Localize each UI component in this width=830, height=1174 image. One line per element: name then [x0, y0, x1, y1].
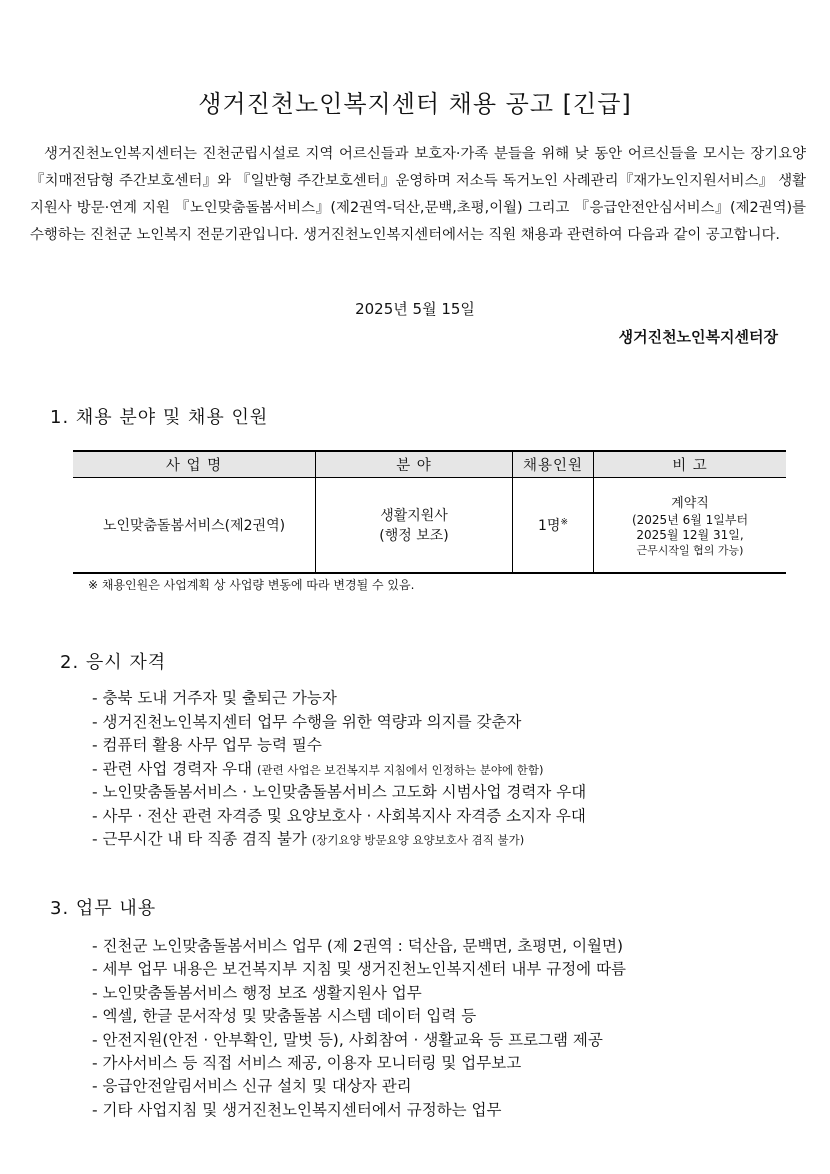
cell-remark — [594, 478, 787, 574]
header-count: 채용인원 — [513, 451, 594, 478]
table-note: ※ 채용인원은 사업계획 상 사업량 변동에 따라 변경될 수 있음. — [88, 578, 415, 592]
list-item: - 기타 사업지침 및 생거진천노인복지센터에서 규정하는 업무 — [92, 1098, 626, 1121]
section2-heading: 2. 응시 자격 — [60, 652, 167, 673]
field-line1: 생활지원사 — [380, 508, 448, 524]
qualification-list — [92, 686, 586, 851]
list-item: - 생거진천노인복지센터 업무 수행을 위한 역량과 의지를 갖춘자 — [92, 710, 586, 734]
list-item: - 가사서비스 등 직접 서비스 제공, 이용자 모니터링 및 업무보고 — [92, 1051, 626, 1074]
table-header-row — [73, 451, 786, 478]
list-item: - 근무시간 내 타 직종 겸직 불가 (장기요양 방문요양 요양보호사 겸직 불가) — [92, 827, 586, 851]
intro-paragraph — [30, 141, 806, 249]
list-item: - 세부 업무 내용은 보건복지부 지침 및 생거진천노인복지센터 내부 규정에 따름 — [92, 957, 626, 980]
list-item: - 노인맞춤돌봄서비스 · 노인맞춤돌봄서비스 고도화 시범사업 경력자 우대 — [92, 780, 586, 804]
cell-count — [513, 478, 594, 574]
remark-line1: 계약직 — [671, 496, 709, 511]
list-item: - 노인맞춤돌봄서비스 행정 보조 생활지원사 업무 — [92, 981, 626, 1004]
recruitment-table — [73, 450, 786, 574]
list-item: - 충북 도내 거주자 및 출퇴근 가능자 — [92, 686, 586, 710]
list-item: - 응급안전알림서비스 신규 설치 및 대상자 관리 — [92, 1074, 626, 1097]
list-item: - 컴퓨터 활용 사무 업무 능력 필수 — [92, 733, 586, 757]
duty-list — [92, 934, 626, 1121]
list-item: - 엑셀, 한글 문서작성 및 맞춤돌봄 시스템 데이터 입력 등 — [92, 1004, 626, 1027]
section3-heading: 3. 업무 내용 — [50, 898, 157, 919]
header-remark: 비 고 — [594, 451, 787, 478]
list-item: - 사무 · 전산 관련 자격증 및 요양보호사 · 사회복지사 자격증 소지자 우대 — [92, 804, 586, 828]
remark-line2: (2025년 6월 1일부터 — [631, 513, 749, 527]
list-item: - 안전지원(안전 · 안부확인, 말벗 등), 사회참여 · 생활교육 등 프로그램 제공 — [92, 1028, 626, 1051]
cell-business: 노인맞춤돌봄서비스(제2권역) — [73, 478, 316, 574]
remark-line3: 2025월 12월 31일, — [636, 528, 744, 542]
notice-date: 2025년 5월 15일 — [355, 300, 475, 318]
count-mark: ※ — [560, 517, 568, 528]
header-business: 사 업 명 — [73, 451, 316, 478]
list-item: - 관련 사업 경력자 우대 (관련 사업은 보건복지부 지침에서 인정하는 분야에 한함) — [92, 757, 586, 781]
table-row — [73, 478, 786, 574]
list-item: - 진천군 노인맞춤돌봄서비스 업무 (제 2권역 : 덕산읍, 문백면, 초평면, 이월면) — [92, 934, 626, 957]
count-value: 1명 — [538, 518, 561, 534]
header-field: 분 야 — [316, 451, 513, 478]
page-title: 생거진천노인복지센터 채용 공고 [긴급] — [198, 90, 632, 118]
cell-field — [316, 478, 513, 574]
remark-line4: 근무시작일 협의 가능) — [636, 544, 744, 557]
intro-text: 생거진천노인복지센터는 진천군립시설로 지역 어르신들과 보호자·가족 분들을 위해 낮 동안 어르신들을 모시는 장기요양『치매전담형 주간보호센터』와 『일반형 주간보호센터』운영하며 저소득 독거노인 사례관리『재가노인지원서비스』 생활지원사 방문·연계 지원 『노인맞춤돌봄서비스』(제2권역-덕산,문백,초평,이월) 그리고 『응급안전안심서비스』(제2권역)를 수행하는 진천군 노인복지 전문기관입니다. 생거진천노인복지센터에서는 직원 채용과 관련하여 다음과 같이 공고합니다. — [30, 146, 806, 243]
section1-heading: 1. 채용 분야 및 채용 인원 — [50, 407, 269, 428]
issuer-name: 생거진천노인복지센터장 — [618, 328, 778, 346]
field-line2: (행정 보조) — [379, 528, 449, 544]
